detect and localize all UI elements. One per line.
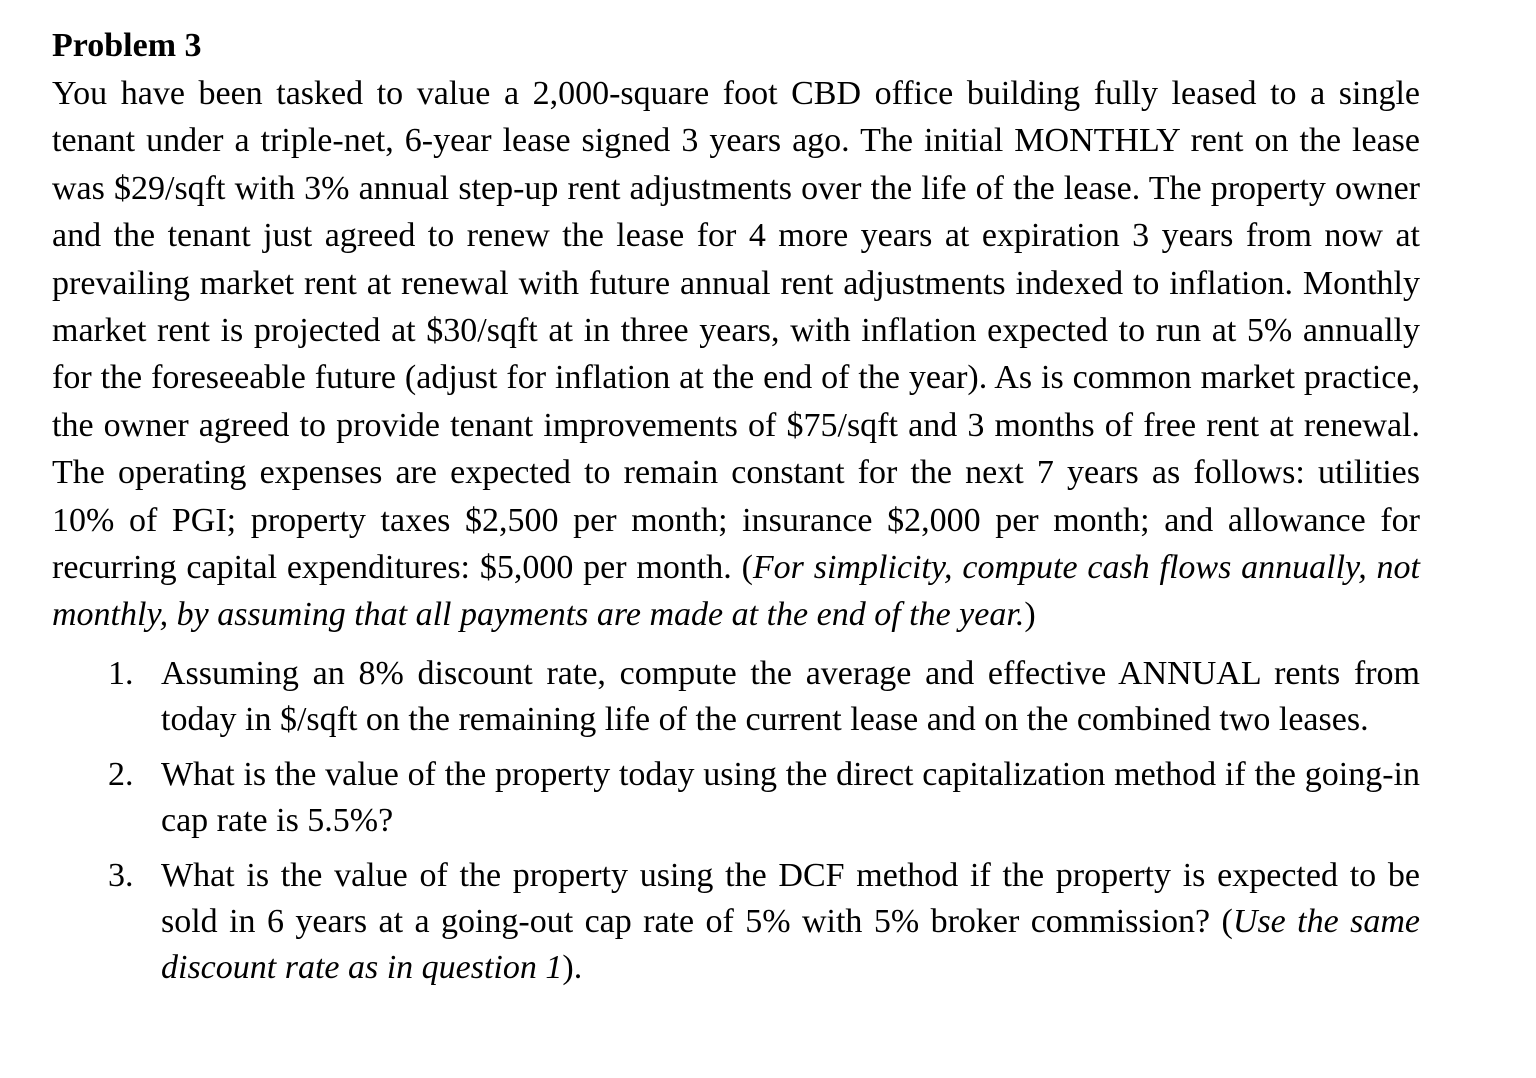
question-list [52, 651, 1420, 991]
problem-title: Problem 3 [52, 27, 202, 64]
question-text: What is the value of the property using the DCF method if the property is expected to be sold in 6 years at a going-out cap rate of 5% with 5% broker commission? ( [161, 856, 1420, 940]
problem-paragraph [52, 70, 1420, 639]
question-item [52, 651, 1420, 743]
problem-note-italic: For simplicity, compute cash flows annually, not monthly, by assuming that all payments are made at the end of the year. [52, 549, 1420, 634]
question-number: 1. [108, 654, 134, 692]
problem-document [52, 24, 1420, 1000]
question-text: Assuming an 8% discount rate, compute the average and effective ANNUAL rents from today in $/sqft on the remaining life of the current lease and on the combined two leases. [161, 654, 1420, 738]
question-number: 3. [108, 856, 134, 894]
question-item [52, 853, 1420, 991]
question-number: 2. [108, 755, 134, 793]
question-item [52, 752, 1420, 844]
question-italic-note: Use the same discount rate as in question 1 [161, 902, 1420, 986]
problem-paragraph-text: You have been tasked to value a 2,000-square foot CBD office building fully leased to a single tenant under a triple-net, 6-year lease signed 3 years ago. The initial MONTHLY rent on the lease was $29/sqft with 3% annual step-up rent adjustments over the life of the lease. The property owner and the tenant just agreed to renew the lease for 4 more years at expiration 3 years from now at prevailing market rent at renewal with future annual rent adjustments indexed to inflation. Monthly market rent is projected at $30/sqft at in three years, with inflation expected to run at 5% annually for the foreseeable future (adjust for inflation at the end of the year). As is common market practice, the owner agreed to provide tenant improvements of $75/sqft and 3 months of free rent at renewal. The operating expenses are expected to remain constant for the next 7 years as follows: utilities 10% of PGI; property taxes $2,500 per month; insurance $2,000 per month; and allowance for recurring capital expenditures: $5,000 per month. ( [52, 75, 1420, 587]
question-note-close: ). [562, 948, 583, 986]
question-text: What is the value of the property today using the direct capitalization method if the going-in cap rate is 5.5%? [161, 755, 1420, 839]
problem-note-close: ) [1024, 596, 1036, 634]
